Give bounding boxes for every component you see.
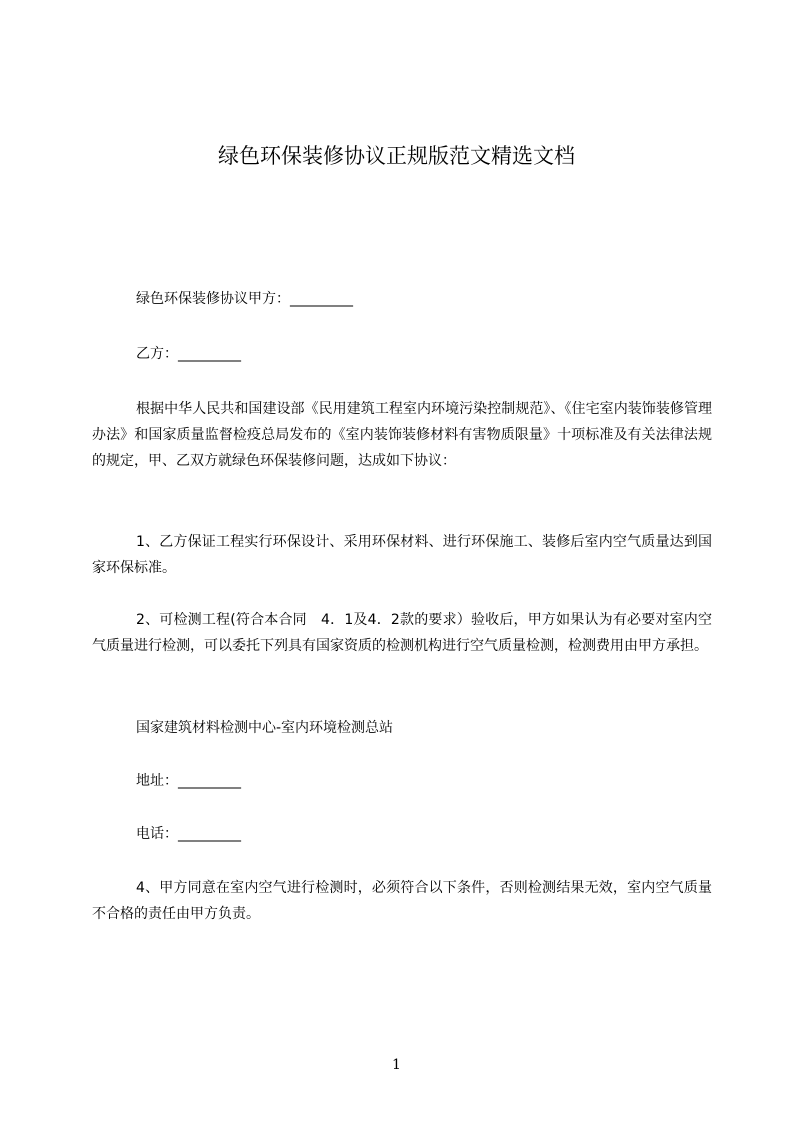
party-b-line: 乙方：_________ [136, 346, 241, 362]
page-number: 1 [392, 1057, 401, 1073]
agency-name-line: 国家建筑材料检测中心-室内环境检测总站 [136, 720, 394, 736]
intro-paragraph: 根据中华人民共和国建设部《民用建筑工程室内环境污染控制规范》、《住宅室内装饰装修管理办法》和国家质量监督检疫总局发布的《室内装饰装修材料有害物质限量》十项标准及有关法律法规的规定，甲、乙双方就绿色环保装修问题，达成如下协议： [92, 401, 712, 469]
address-line: 地址：_________ [136, 773, 241, 789]
party-a-line: 绿色环保装修协议甲方：_________ [136, 291, 353, 307]
clause-1-paragraph: 1、乙方保证工程实行环保设计、采用环保材料、进行环保施工、装修后室内空气质量达到国家环保标准。 [92, 534, 712, 576]
phone-line: 电话：_________ [136, 826, 241, 842]
document-title: 绿色环保装修协议正规版范文精选文档 [218, 144, 575, 168]
clause-4-paragraph: 4、甲方同意在室内空气进行检测时，必须符合以下条件，否则检测结果无效，室内空气质量不合格的责任由甲方负责。 [92, 880, 712, 922]
clause-2-paragraph: 2、可检测工程(符合本合同 4．1及4．2款的要求）验收后，甲方如果认为有必要对室内空气质量进行检测，可以委托下列具有国家资质的检测机构进行空气质量检测，检测费用由甲方承担。 [92, 612, 712, 654]
